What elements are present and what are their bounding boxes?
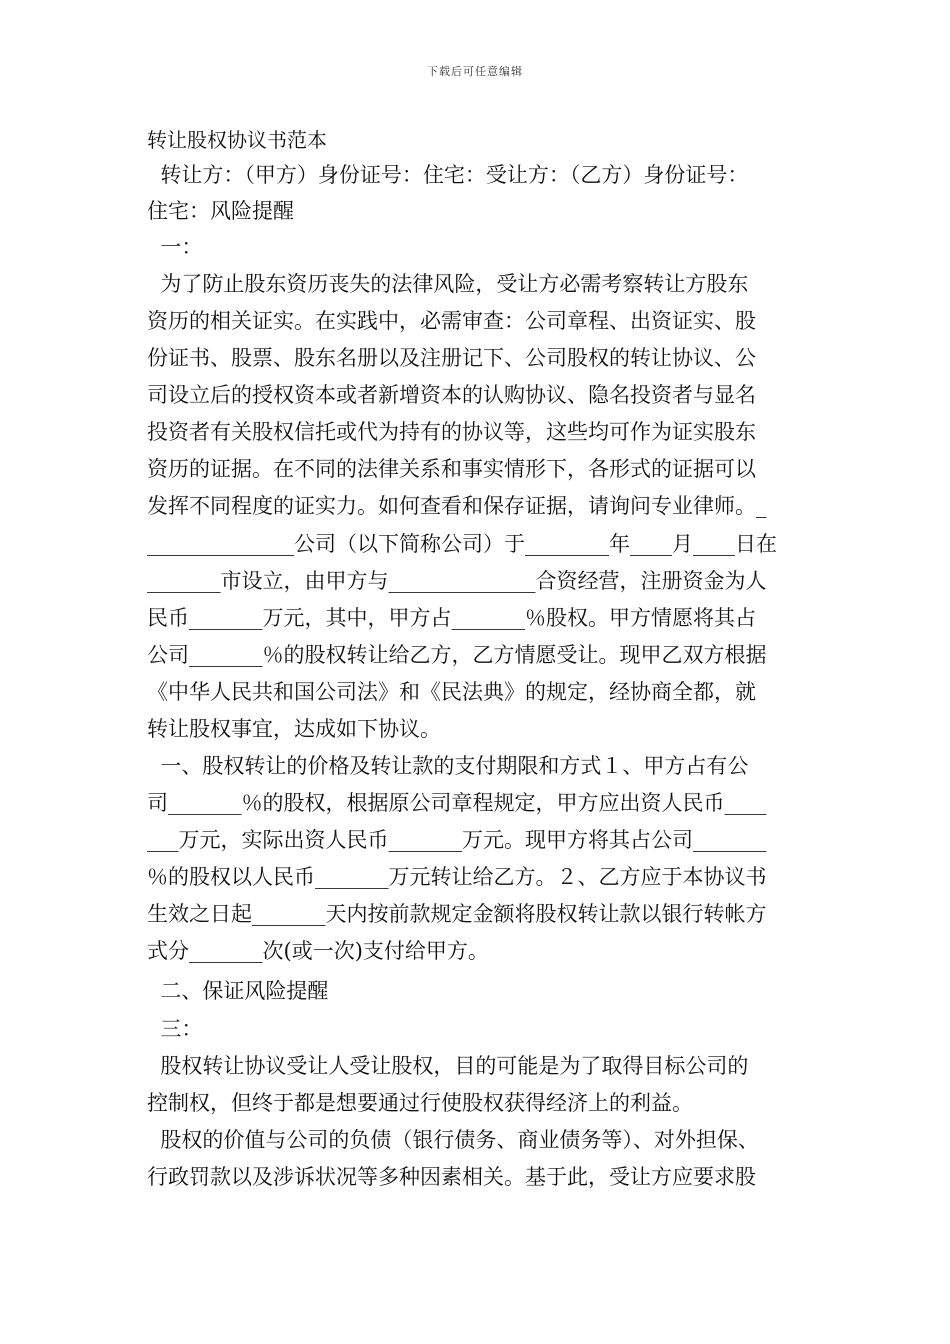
section-heading: 一： bbox=[147, 235, 203, 259]
text-line: 司_______％的股权，根据原公司章程规定，甲方应出资人民币____ bbox=[147, 791, 767, 815]
text-line: 生效之日起_______天内按前款规定金额将股权转让款以银行转帐方 bbox=[147, 902, 767, 926]
section-heading: 一、股权转让的价格及转让款的支付期限和方式１、甲方占有公 bbox=[147, 754, 749, 778]
text-line: 投资者有关股权信托或代为持有的协议等，这些均可作为证实股东 bbox=[147, 420, 756, 444]
text-line: 公司_______％的股权转让给乙方，乙方情愿受让。现甲乙双方根据 bbox=[147, 643, 767, 667]
text-line: 为了防止股东资历丧失的法律风险，受让方必需考察转让方股东 bbox=[147, 272, 749, 296]
text-line: 行政罚款以及涉诉状况等多种因素相关。基于此，受让方应要求股 bbox=[147, 1165, 756, 1189]
text-line: ％的股权以人民币_______万元转让给乙方。２、乙方应于本协议书 bbox=[147, 865, 767, 889]
text-line: 资历的相关证实。在实践中，必需审查：公司章程、出资证实、股 bbox=[147, 309, 756, 333]
text-line: 式分_______次(或一次)支付给甲方。 bbox=[147, 939, 489, 963]
text-line: 司设立后的授权资本或者新增资本的认购协议、隐名投资者与显名 bbox=[147, 383, 756, 407]
text-line: 股权转让协议受让人受让股权，目的可能是为了取得目标公司的 bbox=[147, 1054, 749, 1078]
text-line: ___万元，实际出资人民币_______万元。现甲方将其占公司_______ bbox=[147, 828, 767, 852]
text-line: 民币_______万元，其中，甲方占_______％股权。甲方情愿将其占 bbox=[147, 606, 756, 630]
text-line: 住宅：风险提醒 bbox=[147, 199, 294, 223]
section-heading: 二、保证风险提醒 bbox=[147, 979, 329, 1003]
section-heading: 三： bbox=[147, 1017, 203, 1041]
text-line: 份证书、股票、股东名册以及注册记下、公司股权的转让协议、公 bbox=[147, 346, 756, 370]
text-line: 控制权，但终于都是想要通过行使股权获得经济上的利益。 bbox=[147, 1091, 693, 1115]
document-title: 转让股权协议书范本 bbox=[147, 128, 327, 152]
text-line: 《中华人民共和国公司法》和《民法典》的规定，经协商全都，就 bbox=[147, 680, 756, 704]
page-header: 下载后可任意编辑 bbox=[427, 65, 523, 78]
text-line: 转让股权事宜，达成如下协议。 bbox=[147, 717, 441, 741]
text-line: _______市设立，由甲方与______________合资经营，注册资金为人 bbox=[147, 569, 767, 593]
text-line: ______________公司（以下简称公司）于________年____月____日在 bbox=[147, 532, 777, 556]
text-line: 资历的证据。在不同的法律关系和事实情形下，各形式的证据可以 bbox=[147, 457, 756, 481]
text-line: 转让方：（甲方）身份证号：住宅：受让方：（乙方）身份证号： bbox=[147, 163, 749, 187]
text-line: 发挥不同程度的证实力。如何查看和保存证据，请询问专业律师。_ bbox=[147, 494, 767, 518]
text-line: 股权的价值与公司的负债（银行债务、商业债务等）、对外担保、 bbox=[147, 1128, 759, 1152]
